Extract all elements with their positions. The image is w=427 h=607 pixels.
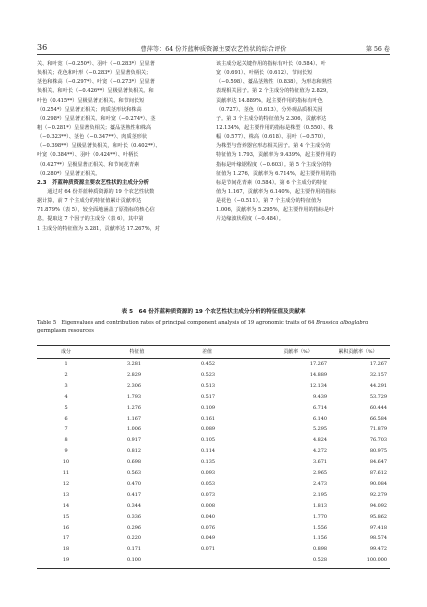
running-title: 曹萍等：64 份芥蓝种质资源主要农艺性状的综合评价	[140, 46, 287, 53]
cell-cumulative: 66.584	[369, 415, 387, 422]
table-row	[37, 546, 390, 557]
cell-cumulative: 98.574	[369, 535, 387, 542]
cell-contribution: 9.439	[312, 393, 327, 400]
table-header-eigenvalue: 特征值	[129, 349, 145, 355]
table-row	[37, 405, 390, 416]
cell-cumulative: 32.157	[369, 371, 387, 378]
cell-contribution: 5.295	[312, 426, 327, 433]
cell-component: 2	[64, 371, 68, 378]
text-line: （−0.323**）、茎色（−0.347**）、肉质茎形状	[37, 134, 148, 141]
cell-difference: 0.135	[201, 459, 216, 466]
text-line: 茎色和株高（−0.297*）、叶宽（−0.273*）呈显著	[37, 79, 155, 86]
cell-difference: 0.076	[201, 524, 216, 531]
table-header-cumulative: 累积贡献率（%）	[338, 349, 378, 355]
cell-eigenvalue: 0.417	[127, 491, 142, 498]
cell-difference: 0.523	[201, 371, 216, 378]
table-header-contribution: 贡献率（%）	[283, 349, 313, 355]
table-row	[37, 448, 390, 459]
cell-eigenvalue: 0.220	[127, 535, 142, 542]
cell-eigenvalue: 0.336	[127, 513, 142, 520]
cell-component: 10	[62, 459, 70, 466]
cell-component: 18	[62, 546, 70, 553]
right-column	[216, 60, 390, 225]
text-line: 宽（0.691）、叶柄长（0.612）、节间长短	[216, 70, 313, 77]
cell-eigenvalue: 0.917	[127, 437, 142, 444]
cell-cumulative: 97.418	[369, 524, 387, 531]
cell-eigenvalue: 0.812	[127, 448, 142, 455]
text-line: 1 主成分的特征值为 3.281，贡献率达 17.267%，对	[37, 225, 160, 232]
table-row	[37, 361, 390, 372]
cell-contribution: 14.889	[309, 371, 327, 378]
text-line: 粗（−0.281*）呈显著负相关；薹品茎熟性和株高	[37, 124, 152, 131]
cell-cumulative: 92.279	[369, 491, 387, 498]
table-row	[37, 372, 390, 383]
cell-component: 14	[62, 502, 70, 509]
cell-component: 4	[64, 393, 68, 400]
table-top-rule	[37, 345, 390, 346]
text-line: 通过对 64 份芥蓝种质资源的 19 个农艺性状数	[37, 188, 155, 195]
text-line: 据计算，前 7 个主成分的特征值累计贡献率达	[37, 198, 142, 205]
text-line: 幅（0.577）、株高（0.618）、羽叶（−0.570），	[216, 134, 329, 141]
text-line: 71.879%（表 5），较全面地涵盖了原指标的核心信	[37, 207, 155, 214]
cell-difference: 0.513	[201, 382, 216, 389]
table-header-difference: 差值	[202, 349, 212, 355]
cell-cumulative: 84.647	[369, 459, 387, 466]
cell-component: 17	[62, 535, 70, 542]
cell-eigenvalue: 0.698	[127, 459, 142, 466]
cell-contribution: 3.671	[312, 459, 327, 466]
cell-contribution: 6.140	[312, 415, 327, 422]
table-row	[37, 557, 390, 568]
table-row	[37, 426, 390, 437]
cell-eigenvalue: 3.281	[127, 361, 142, 367]
cell-difference: 0.161	[201, 415, 216, 422]
cell-component: 16	[62, 524, 70, 531]
cell-contribution: 0.528	[312, 557, 327, 564]
text-line: 指标是叶缘锯程度（−0.603）。第 5 个主成分的特	[216, 161, 332, 168]
cell-contribution: 0.898	[312, 546, 327, 553]
cell-eigenvalue: 0.296	[127, 524, 142, 531]
cell-eigenvalue: 1.793	[127, 393, 142, 400]
cell-eigenvalue: 2.306	[127, 382, 142, 389]
text-line: （0.298*）呈显著正相关、和叶宽（−0.274*）、茎	[37, 115, 156, 122]
table-bottom-rule	[37, 568, 390, 569]
cell-contribution: 17.267	[309, 361, 327, 367]
cell-contribution: 1.156	[312, 535, 327, 542]
cell-eigenvalue: 2.829	[127, 371, 142, 378]
table-row	[37, 481, 390, 492]
cell-difference: 0.040	[201, 513, 216, 520]
cell-eigenvalue: 0.344	[127, 502, 142, 509]
table-row	[37, 470, 390, 481]
table-header-rule	[37, 358, 390, 359]
cell-difference: 0.109	[201, 404, 216, 411]
cell-cumulative: 99.472	[369, 546, 387, 553]
table-row	[37, 525, 390, 536]
cell-contribution: 2.195	[312, 491, 327, 498]
cell-contribution: 1.813	[312, 502, 327, 509]
cell-component: 7	[64, 426, 68, 433]
cell-component: 19	[62, 557, 70, 564]
cell-cumulative: 44.291	[369, 382, 387, 389]
cell-component: 1	[64, 361, 68, 367]
text-line: 片边缘波状程度（−0.484）。	[216, 216, 284, 223]
text-line: 表现相关因子。第 2 个主成分的特征值为 2.829，	[216, 88, 332, 95]
cell-component: 8	[64, 437, 68, 444]
cell-component: 3	[64, 382, 68, 389]
cell-cumulative: 100.000	[366, 557, 387, 564]
text-line: 息，提取这 7 个因子的主成分（表 6），其中第	[37, 216, 144, 223]
cell-cumulative: 17.267	[369, 361, 387, 367]
cell-difference: 0.071	[201, 546, 216, 553]
cell-contribution: 4.272	[312, 448, 327, 455]
left-paragraph-2	[37, 188, 211, 234]
cell-component: 15	[62, 513, 70, 520]
table-caption-en	[37, 319, 390, 335]
cell-cumulative: 87.612	[369, 470, 387, 476]
cell-difference: 0.073	[201, 491, 216, 498]
text-line: 征值为 1.276，贡献率为 6.714%，起主要作用的指	[216, 170, 336, 177]
table-header-row	[37, 348, 390, 357]
text-line: 12.134%，起主要作用的指标是株型（0.550）、株	[216, 124, 334, 131]
table-row	[37, 492, 390, 503]
left-paragraph	[37, 60, 211, 179]
cell-difference: 0.049	[201, 535, 216, 542]
table-row	[37, 416, 390, 427]
table-row	[37, 514, 390, 525]
cell-eigenvalue: 0.470	[127, 480, 142, 487]
cell-difference: 0.089	[201, 426, 216, 433]
cell-cumulative: 94.092	[369, 502, 387, 509]
cell-difference: 0.452	[201, 361, 216, 367]
text-line: 特征值为 1.793，贡献率为 9.439%，起主要作用的	[216, 152, 336, 159]
volume-label: 第 56 卷	[365, 46, 390, 53]
text-line: 贡献率达 14.889%，起主要作用的指标有叶色	[216, 97, 323, 104]
text-line: 负相关；花色和叶形（−0.283*）呈显著负相关；	[37, 70, 152, 77]
text-line: （−0.598）、薹品茎熟性（0.838），为形态和熟性	[216, 79, 332, 86]
cell-contribution: 2.965	[312, 470, 327, 476]
cell-difference: 0.053	[201, 480, 216, 487]
text-line: 该主成分起关键作用的指标有叶长（0.584）、叶	[216, 61, 326, 67]
cell-eigenvalue: 0.563	[127, 470, 142, 476]
cell-contribution: 1.556	[312, 524, 327, 531]
cell-component: 5	[64, 404, 68, 411]
text-line: （0.427**）呈极显著正相关、和节间花青素	[37, 161, 140, 168]
cell-difference: 0.093	[201, 470, 216, 476]
cell-eigenvalue: 1.006	[127, 426, 142, 433]
cell-cumulative: 60.444	[369, 404, 387, 411]
table-header-component: 成分	[61, 349, 71, 355]
cell-component: 13	[62, 491, 70, 498]
text-line: 叶色（0.415**）呈极显著正相关、和节间长短	[37, 97, 145, 104]
cell-component: 12	[62, 480, 70, 487]
cell-contribution: 4.824	[312, 437, 327, 444]
cell-component: 9	[64, 448, 68, 455]
text-line: 标是节间花青素（0.584）。第 6 个主成分的特征	[216, 179, 328, 186]
text-line: 值为 1.167，贡献率为 6.140%，起主要作用的指标	[216, 188, 336, 195]
cell-eigenvalue: 0.100	[127, 557, 142, 564]
table-caption-cn: 表 5 64 份芥蓝种质资源的 19 个农艺性状主成分分析的特征值及贡献率	[121, 309, 306, 315]
table-row	[37, 503, 390, 514]
cell-difference: 0.114	[201, 448, 216, 455]
table-row	[37, 459, 390, 470]
cell-cumulative: 90.084	[369, 480, 387, 487]
text-line: 负相关、和叶长（−0.426**）呈极显著负相关。和	[37, 88, 154, 95]
cell-cumulative: 80.975	[369, 448, 387, 455]
text-line: 叶宽（0.384**）、羽叶（0.424**）、叶柄长	[37, 152, 139, 159]
text-line: （0.280*）呈显著正相关。	[37, 170, 101, 177]
table-caption-species: Brassica alboglabra	[316, 320, 369, 326]
cell-cumulative: 76.703	[369, 437, 387, 444]
text-line: （0.727）、茎色（0.613），分外观品质相关因	[216, 106, 323, 113]
table-caption-en-line1: Table 5 Eigenvalues and contribution rates of principal component analysis of 19 agronomic traits of 64	[37, 320, 317, 326]
table-row	[37, 535, 390, 546]
cell-eigenvalue: 1.167	[127, 415, 142, 422]
cell-difference: 0.008	[201, 502, 216, 509]
text-line: 关、和叶宽（−0.250*）、羽叶（−0.283*）呈显著	[37, 61, 155, 67]
text-line: 为株型与营养器官形态相关因子。第 4 个主成分的	[216, 143, 331, 150]
cell-contribution: 12.134	[309, 382, 327, 389]
cell-eigenvalue: 0.171	[127, 546, 142, 553]
cell-difference: 0.517	[201, 393, 216, 400]
text-line: 子。第 3 个主成分的特征值为 2.306，贡献率达	[216, 115, 327, 122]
cell-cumulative: 71.879	[369, 426, 387, 433]
text-line: （0.254*）呈显著正相关；肉质茎形状和株高	[37, 106, 142, 113]
text-line: 1.006，贡献率为 5.295%，起主要作用的指标是叶	[216, 207, 335, 214]
cell-contribution: 2.473	[312, 480, 327, 487]
table-row	[37, 437, 390, 448]
left-column	[37, 60, 211, 234]
cell-contribution: 1.770	[312, 513, 327, 520]
table-caption-en-line2: germplasm resources	[37, 328, 94, 334]
cell-cumulative: 53.729	[369, 393, 387, 400]
cell-eigenvalue: 1.276	[127, 404, 142, 411]
cell-cumulative: 95.862	[369, 513, 387, 520]
cell-difference: 0.105	[201, 437, 216, 444]
cell-component: 6	[64, 415, 68, 422]
table-row	[37, 383, 390, 394]
table-row	[37, 394, 390, 405]
page-header	[37, 40, 390, 55]
right-paragraph	[216, 60, 390, 225]
cell-component: 11	[62, 470, 70, 476]
text-line: （−0.398**）呈极显著负相关，和叶长（0.402**）、	[37, 143, 161, 150]
section-heading: 2.3 芥蓝种质资源主要农艺性状的主成分分析	[37, 179, 149, 186]
cell-contribution: 6.714	[312, 404, 327, 411]
page-number: 36	[37, 43, 48, 52]
text-line: 是花色（−0.511）。第 7 个主成分的特征值为	[216, 198, 322, 205]
